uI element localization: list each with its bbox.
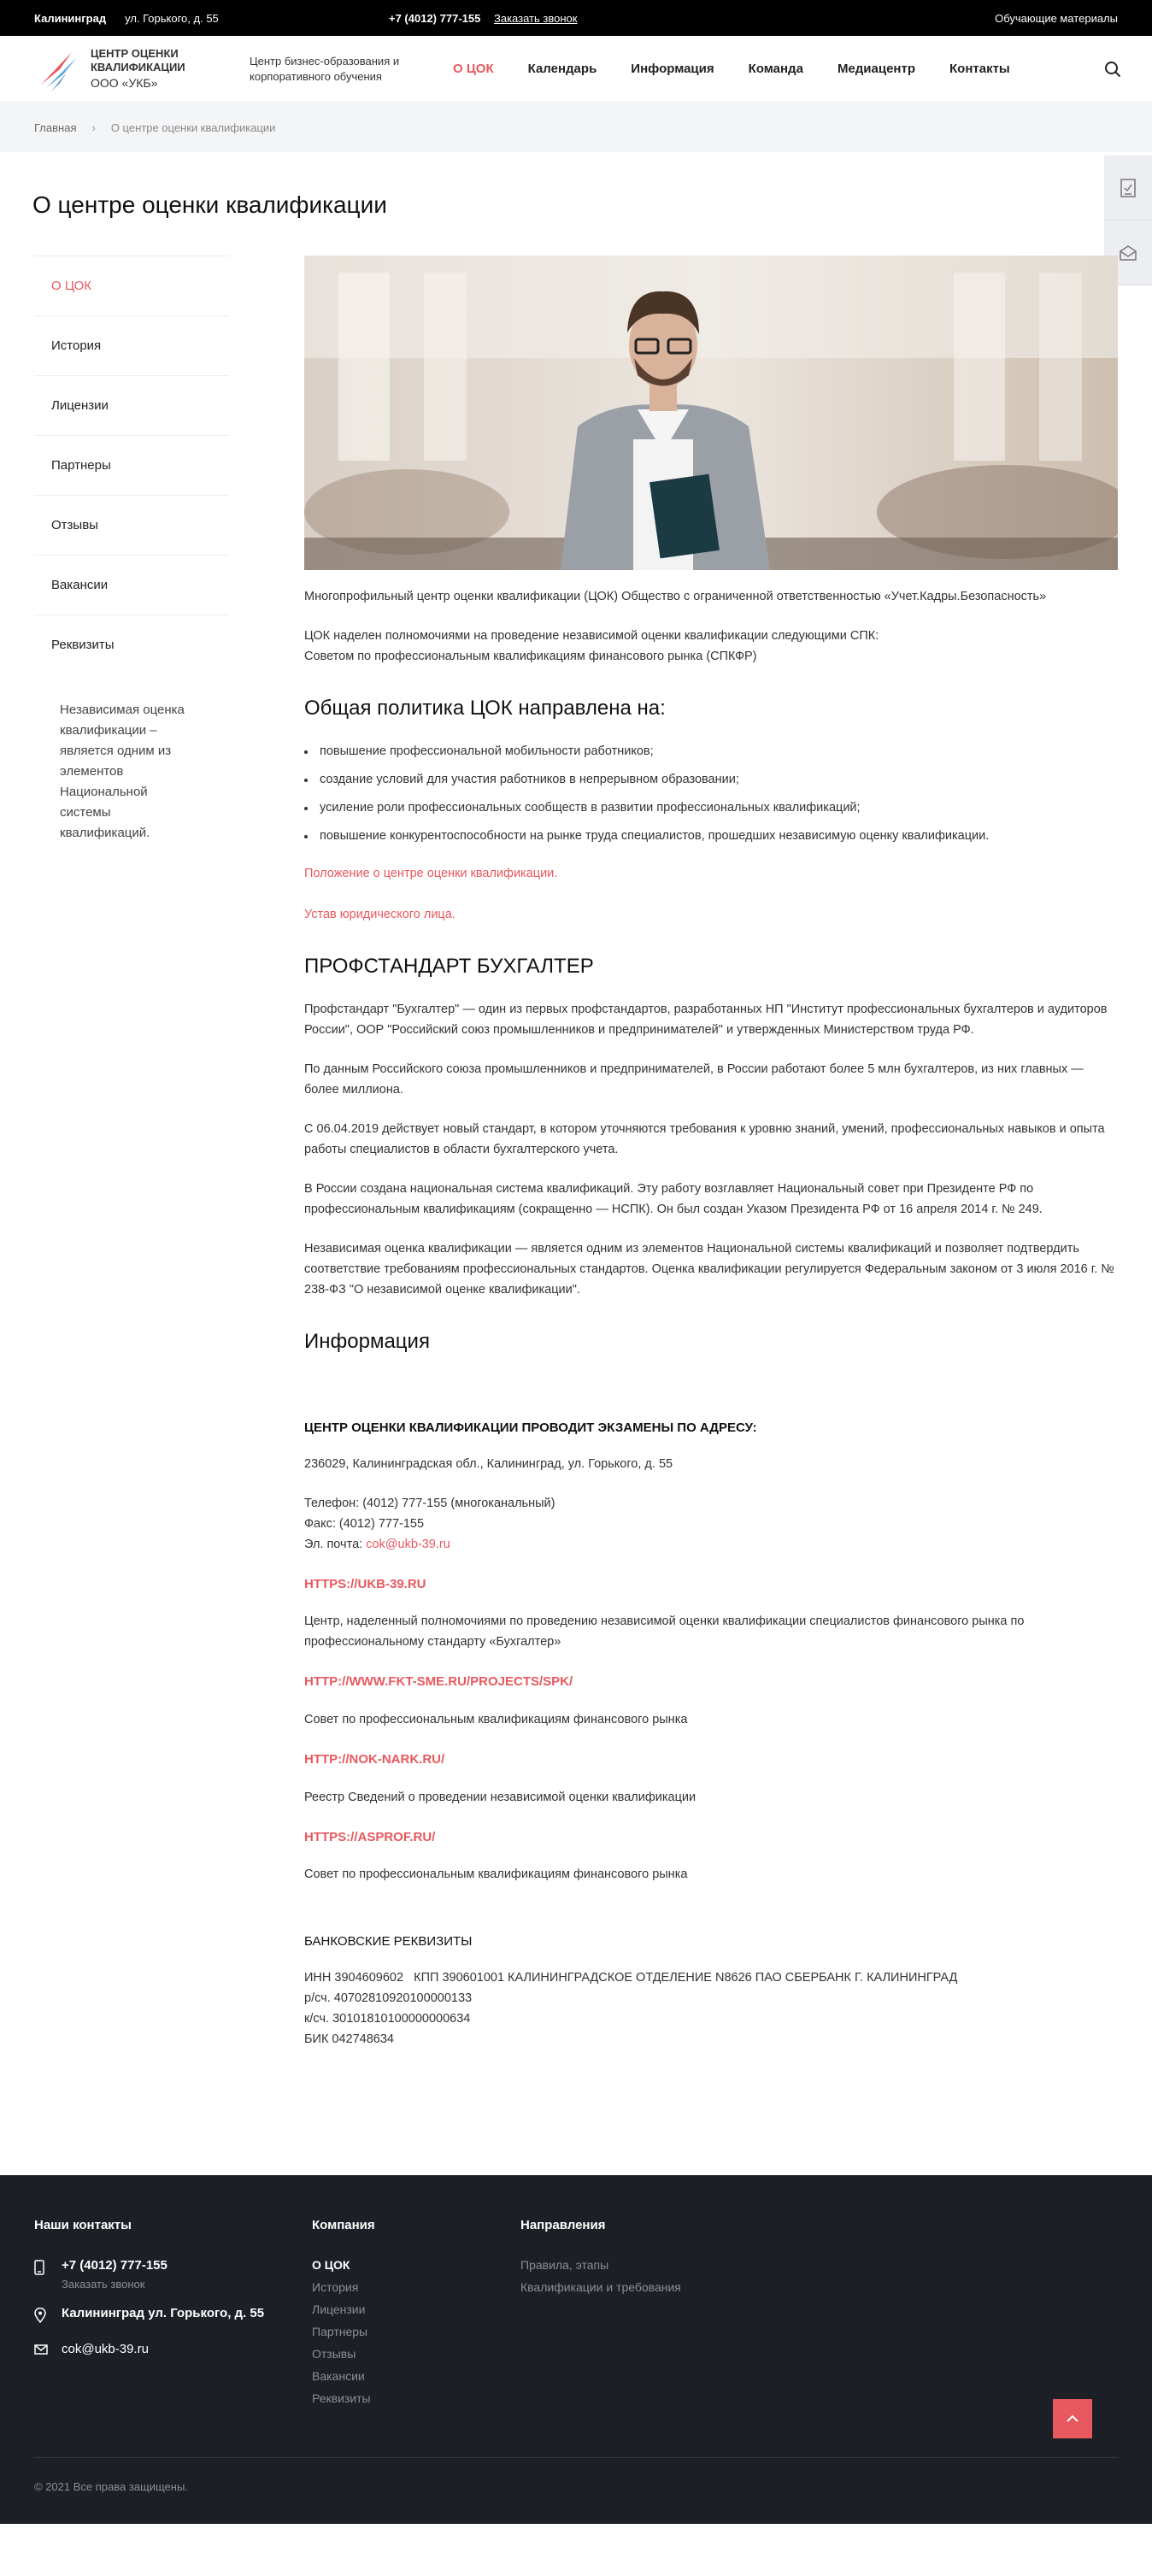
standard-paragraph: Независимая оценка квалификации — является одним из элементов Национальной системы квалификаций и позволяет подтвердить соответствие требованиям профессиональных стандартов. Оценка квалификации регулируется Федеральным законом от 3 июля 2016 г. № 238-ФЗ "О независимой оценке квалификации". [304,1241,1114,1297]
exam-address: 236029, Калининградская обл., Калининград, ул. Горького, д. 55 [304,1456,673,1471]
footer-link-reviews[interactable]: Отзывы [312,2346,356,2361]
main-content [304,256,1118,2050]
nav-item-media[interactable]: Медиацентр [837,62,915,76]
sidebar [34,256,229,2050]
chevron-right-icon: › [91,121,96,134]
bank-heading: БАНКОВСКИЕ РЕКВИЗИТЫ [304,1934,473,1950]
charter-link[interactable]: Устав юридического лица. [304,907,456,921]
footer-link-about[interactable]: О ЦОК [312,2257,350,2272]
list-item: повышение конкурентоспособности на рынке труда специалистов, прошедших независимую оценку квалификации. [304,826,1118,847]
footer-link-licenses[interactable]: Лицензии [312,2302,366,2316]
standard-paragraph: По данным Российского союза промышленников и предпринимателей, в России работают более 5 млн бухгалтеров, из них главных — более миллиона. [304,1062,1084,1097]
callback-link[interactable]: Заказать звонок [494,11,578,25]
standard-heading: ПРОФСТАНДАРТ БУХГАЛТЕР [304,954,594,978]
copyright: © 2021 Все права защищены. [34,2479,188,2493]
footer [0,2175,1152,2524]
footer-address: Калининград ул. Горького, д. 55 [62,2305,265,2320]
url-link-asprof[interactable]: HTTPS://ASPROF.RU/ [304,1829,436,1844]
sidebar-item-vacancies[interactable]: Вакансии [34,555,229,615]
list-item: повышение профессиональной мобильности работников; [304,742,1118,762]
exam-address-heading: ЦЕНТР ОЦЕНКИ КВАЛИФИКАЦИИ ПРОВОДИТ ЭКЗАМЕНЫ ПО АДРЕСУ: [304,1420,757,1436]
logo-line2: КВАЛИФИКАЦИИ [91,61,185,74]
bank-details: ИНН 3904609602 КПП 390601001 КАЛИНИНГРАДСКОЕ ОТДЕЛЕНИЕ N8626 ПАО СБЕРБАНК Г. КАЛИНИНГРАД р/сч. 40702810920100000133 к/сч. 30101810100000000634 БИК 042748634 [304,1971,958,2046]
top-address: ул. Горького, д. 55 [125,11,219,25]
footer-link-history[interactable]: История [312,2279,359,2294]
intro-text: Многопрофильный центр оценки квалификации (ЦОК) Общество с ограниченной ответственностью «Учет.Кадры.Безопасность» [304,590,1047,603]
nav-item-calendar[interactable]: Календарь [527,62,597,76]
breadcrumb-home[interactable]: Главная [34,121,77,134]
policy-heading: Общая политика ЦОК направлена на: [304,696,666,720]
page-title: О центре оценки квалификации [32,191,387,218]
mail-icon [34,2342,62,2358]
checklist-icon[interactable] [1104,156,1152,221]
nav-item-about[interactable]: О ЦОК [453,62,494,76]
sidebar-item-reviews[interactable]: Отзывы [34,495,229,555]
contact-block: Телефон: (4012) 777-155 (многоканальный) Факс: (4012) 777-155 Эл. почта: cok@ukb-39.ru [304,1496,555,1551]
nav-item-team[interactable]: Команда [748,62,803,76]
footer-link-requisites[interactable]: Реквизиты [312,2391,371,2405]
footer-callback-link[interactable]: Заказать звонок [62,2277,145,2291]
phone-icon [34,2258,62,2279]
site-header [0,36,1152,103]
regulation-link[interactable]: Положение о центре оценки квалификации. [304,867,558,881]
header-subtitle: Центр бизнес-образования и корпоративного обучения [250,54,400,83]
footer-email-link[interactable]: cok@ukb-39.ru [62,2341,149,2356]
sidebar-item-partners[interactable]: Партнеры [34,435,229,495]
sidebar-item-about[interactable]: О ЦОК [34,256,229,315]
scroll-top-button[interactable] [1053,2399,1092,2438]
sidebar-item-licenses[interactable]: Лицензии [34,375,229,435]
sidebar-note: Независимая оценка квалификации – является одним из элементов Национальной системы квалификаций. [60,703,185,840]
logo-mark-icon [34,44,85,95]
top-phone-link[interactable]: +7 (4012) 777-155 [389,11,481,25]
logo-line3: ООО «УКБ» [91,76,158,91]
standard-paragraph: Профстандарт "Бухгалтер" — один из первых профстандартов, разработанных НП "Институт профессиональных бухгалтеров и аудиторов России", ООР "Российский союз промышленников и предпринимателей" и утвержденных Министерством труда РФ. [304,1003,1108,1038]
hero-image [304,256,1118,570]
footer-phone-link[interactable]: +7 (4012) 777-155 [62,2257,168,2273]
main-nav [453,62,1044,76]
info-heading: Информация [304,1329,430,1353]
url-description: Реестр Сведений о проведении независимой оценки квалификации [304,1790,696,1804]
chevron-up-icon [1067,2411,1079,2426]
url-link-fkt[interactable]: HTTP://WWW.FKT-SME.RU/PROJECTS/SPK/ [304,1674,573,1690]
materials-link[interactable]: Обучающие материалы [995,11,1118,25]
location-pin-icon [34,2306,62,2326]
url-description: Центр, наделенный полномочиями по проведению независимой оценки квалификации специалистов финансового рынка по профессиональному стандарту «Бухгалтер» [304,1614,1025,1650]
footer-company-heading: Компания [312,2217,375,2232]
email-link[interactable]: cok@ukb-39.ru [366,1537,450,1551]
footer-directions-heading: Направления [520,2217,606,2232]
nav-item-contacts[interactable]: Контакты [949,62,1010,76]
url-description: Совет по профессиональным квалификациям финансового рынка [304,1867,688,1882]
footer-contacts-heading: Наши контакты [34,2217,132,2232]
breadcrumb-current: О центре оценки квалификации [110,121,276,134]
standard-paragraph: С 06.04.2019 действует новый стандарт, в котором уточняются требования к уровню знаний, умений, профессиональных навыков и опыта работы специалистов в области бухгалтерского учета. [304,1122,1105,1157]
list-item: создание условий для участия работников в непрерывном образовании; [304,770,1118,791]
logo-line1: ЦЕНТР ОЦЕНКИ [91,46,179,60]
breadcrumb [0,103,1152,152]
footer-link-partners[interactable]: Партнеры [312,2324,368,2338]
footer-link-qualifications[interactable]: Квалификации и требования [520,2279,681,2294]
logo[interactable] [34,44,215,95]
list-item: усиление роли профессиональных сообществ в развитии профессиональных квалификаций; [304,798,1118,819]
footer-link-vacancies[interactable]: Вакансии [312,2368,365,2383]
sidebar-item-history[interactable]: История [34,315,229,375]
url-link-ukb[interactable]: HTTPS://UKB-39.RU [304,1576,426,1591]
url-link-nok[interactable]: HTTP://NOK-NARK.RU/ [304,1751,445,1767]
url-description: Совет по профессиональным квалификациям финансового рынка [304,1713,688,1726]
nav-item-information[interactable]: Информация [631,62,714,76]
standard-paragraph: В России создана национальная система квалификаций. Эту работу возглавляет Национальный совет при Президенте РФ по профессиональным квалификациям (сокращенно — НСПК). Он был создан Указом Президента РФ от 16 апреля 2014 г. № 249. [304,1182,1043,1216]
policy-list [304,742,1118,847]
footer-link-rules[interactable]: Правила, этапы [520,2257,609,2272]
footer-bottom [34,2457,1118,2493]
sidebar-item-requisites[interactable]: Реквизиты [34,615,229,674]
search-icon[interactable] [1104,61,1121,78]
city-selector[interactable]: Калининград [34,11,107,25]
top-bar [0,0,1152,36]
authority-text: ЦОК наделен полномочиями на проведение независимой оценки квалификации следующими СПК: Советом по профессиональным квалификациям финансового рынка (СПКФР) [304,628,879,663]
